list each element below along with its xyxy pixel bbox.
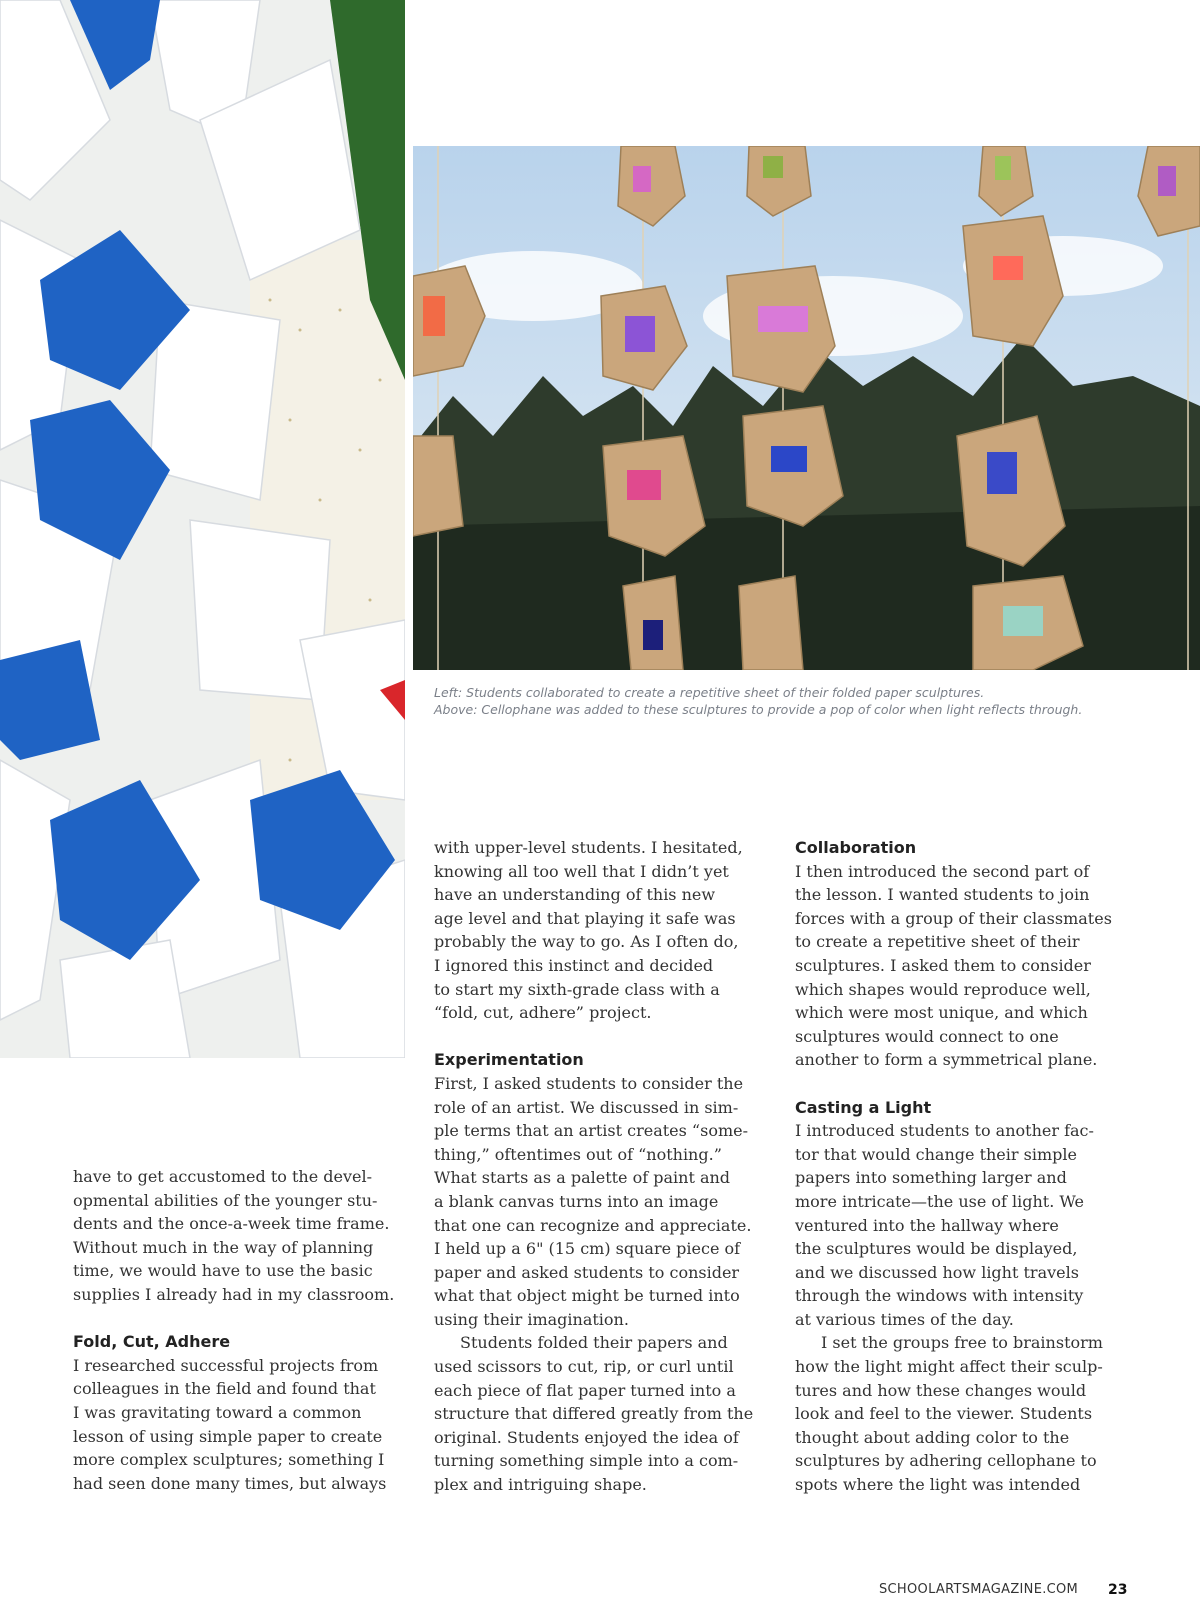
text-line: have an understanding of this new [434, 885, 716, 905]
text-line: sculptures would connect to one [795, 1026, 1059, 1046]
paragraph [795, 860, 1130, 1072]
text-line: forces with a group of their classmates [795, 908, 1112, 928]
text-line: tures and how these changes would [795, 1380, 1087, 1400]
text-line: ventured into the hallway where [795, 1215, 1059, 1235]
article-column-2 [434, 836, 769, 1497]
paragraph [434, 1072, 769, 1332]
text-line: sculptures by adhering cellophane to [795, 1451, 1097, 1471]
text-line: I researched successful projects from [73, 1355, 379, 1375]
text-line: had seen done many times, but always [73, 1473, 387, 1493]
article-column-3 [795, 836, 1130, 1497]
text-line: spots where the light was intended [795, 1475, 1081, 1495]
text-line: plex and intriguing shape. [434, 1475, 647, 1495]
text-line: with upper-level students. I hesitated, [434, 838, 743, 857]
page-number: 23 [1108, 1582, 1128, 1598]
paragraph [73, 1165, 408, 1307]
text-line: at various times of the day. [795, 1309, 1014, 1329]
text-line: What starts as a palette of paint and [434, 1168, 731, 1188]
caption-above: Above: Cellophane was added to these sculptures to provide a pop of color when light reflects through. [434, 702, 1083, 717]
paragraph [434, 1355, 769, 1497]
text-line: probably the way to go. As I often do, [434, 932, 739, 952]
footer-site-url: SCHOOLARTSMAGAZINE.COM [879, 1582, 1079, 1597]
hanging-sculptures-icon [413, 146, 1200, 670]
text-line: role of an artist. We discussed in sim- [434, 1097, 739, 1117]
text-line: time, we would have to use the basic [73, 1261, 373, 1281]
text-line: thought about adding color to the [795, 1427, 1070, 1447]
section-heading-collaboration: Collaboration [795, 838, 917, 857]
text-line: what that object might be turned into [434, 1286, 740, 1306]
folded-paper-sheet-icon [0, 0, 405, 1058]
text-line: colleagues in the field and found that [73, 1379, 376, 1399]
text-line: paper and asked students to consider [434, 1262, 740, 1282]
paragraph [73, 1354, 408, 1496]
text-line: the sculptures would be displayed, [795, 1239, 1078, 1259]
text-line: the lesson. I wanted students to join [795, 885, 1090, 905]
section-heading-casting-a-light: Casting a Light [795, 1097, 932, 1117]
text-line: have to get accustomed to the devel- [73, 1167, 372, 1186]
photo-caption [434, 684, 1174, 718]
text-line: “fold, cut, adhere” project. [434, 1003, 652, 1023]
text-line: using their imagination. [434, 1309, 629, 1329]
folded-paper-sheet-photo [0, 0, 405, 1058]
text-line: opmental abilities of the younger stu- [73, 1190, 378, 1210]
text-line: each piece of flat paper turned into a [434, 1380, 736, 1400]
text-line: which shapes would reproduce well, [795, 979, 1091, 999]
text-line: that one can recognize and appreciate. [434, 1215, 752, 1235]
article-column-1 [73, 1165, 408, 1495]
text-line: I then introduced the second part of [795, 861, 1090, 881]
section-heading-experimentation: Experimentation [434, 1050, 584, 1070]
paragraph [795, 1119, 1130, 1331]
text-line: which were most unique, and which [795, 1003, 1088, 1023]
text-line: more intricate—the use of light. We [795, 1191, 1085, 1211]
text-line: ple terms that an artist creates “some- [434, 1121, 748, 1141]
text-line: First, I asked students to consider the [434, 1073, 744, 1093]
text-line: more complex sculptures; something I [73, 1450, 385, 1470]
text-line: I introduced students to another fac- [795, 1121, 1094, 1141]
text-line: look and feel to the viewer. Students [795, 1404, 1093, 1424]
text-line: I ignored this instinct and decided [434, 955, 714, 975]
section-heading-fold-cut-adhere: Fold, Cut, Adhere [73, 1332, 231, 1352]
text-line: I held up a 6" (15 cm) square piece of [434, 1239, 741, 1259]
paragraph [434, 1331, 769, 1355]
text-line: sculptures. I asked them to consider [795, 955, 1091, 975]
text-line: to start my sixth-grade class with a [434, 979, 720, 999]
text-line: another to form a symmetrical plane. [795, 1050, 1098, 1070]
text-line: I set the groups free to brainstorm [821, 1333, 1103, 1353]
text-line: I was gravitating toward a common [73, 1402, 362, 1422]
text-line: Without much in the way of planning [73, 1237, 374, 1257]
text-line: knowing all too well that I didn’t yet [434, 861, 729, 881]
text-line: thing,” oftentimes out of “nothing.” [434, 1144, 722, 1164]
text-line: dents and the once-a-week time frame. [73, 1214, 390, 1234]
text-line: through the windows with intensity [795, 1286, 1084, 1306]
hanging-sculptures-photo [413, 146, 1200, 670]
paragraph [795, 1355, 1130, 1497]
text-line: tor that would change their simple [795, 1144, 1077, 1164]
text-line: Students folded their papers and [460, 1333, 728, 1353]
text-line: a blank canvas turns into an image [434, 1191, 719, 1211]
text-line: how the light might affect their sculp- [795, 1357, 1103, 1377]
text-line: original. Students enjoyed the idea of [434, 1427, 739, 1447]
paragraph [795, 1331, 1130, 1355]
text-line: supplies I already had in my classroom. [73, 1284, 395, 1304]
text-line: structure that differed greatly from the [434, 1404, 754, 1424]
text-line: and we discussed how light travels [795, 1262, 1079, 1282]
text-line: turning something simple into a com- [434, 1451, 739, 1471]
text-line: to create a repetitive sheet of their [795, 932, 1080, 952]
text-line: papers into something larger and [795, 1168, 1067, 1188]
text-line: used scissors to cut, rip, or curl until [434, 1357, 734, 1377]
paragraph [434, 836, 769, 1025]
text-line: age level and that playing it safe was [434, 908, 736, 928]
caption-left: Left: Students collaborated to create a repetitive sheet of their folded paper sculptures. [434, 685, 985, 700]
text-line: lesson of using simple paper to create [73, 1426, 383, 1446]
